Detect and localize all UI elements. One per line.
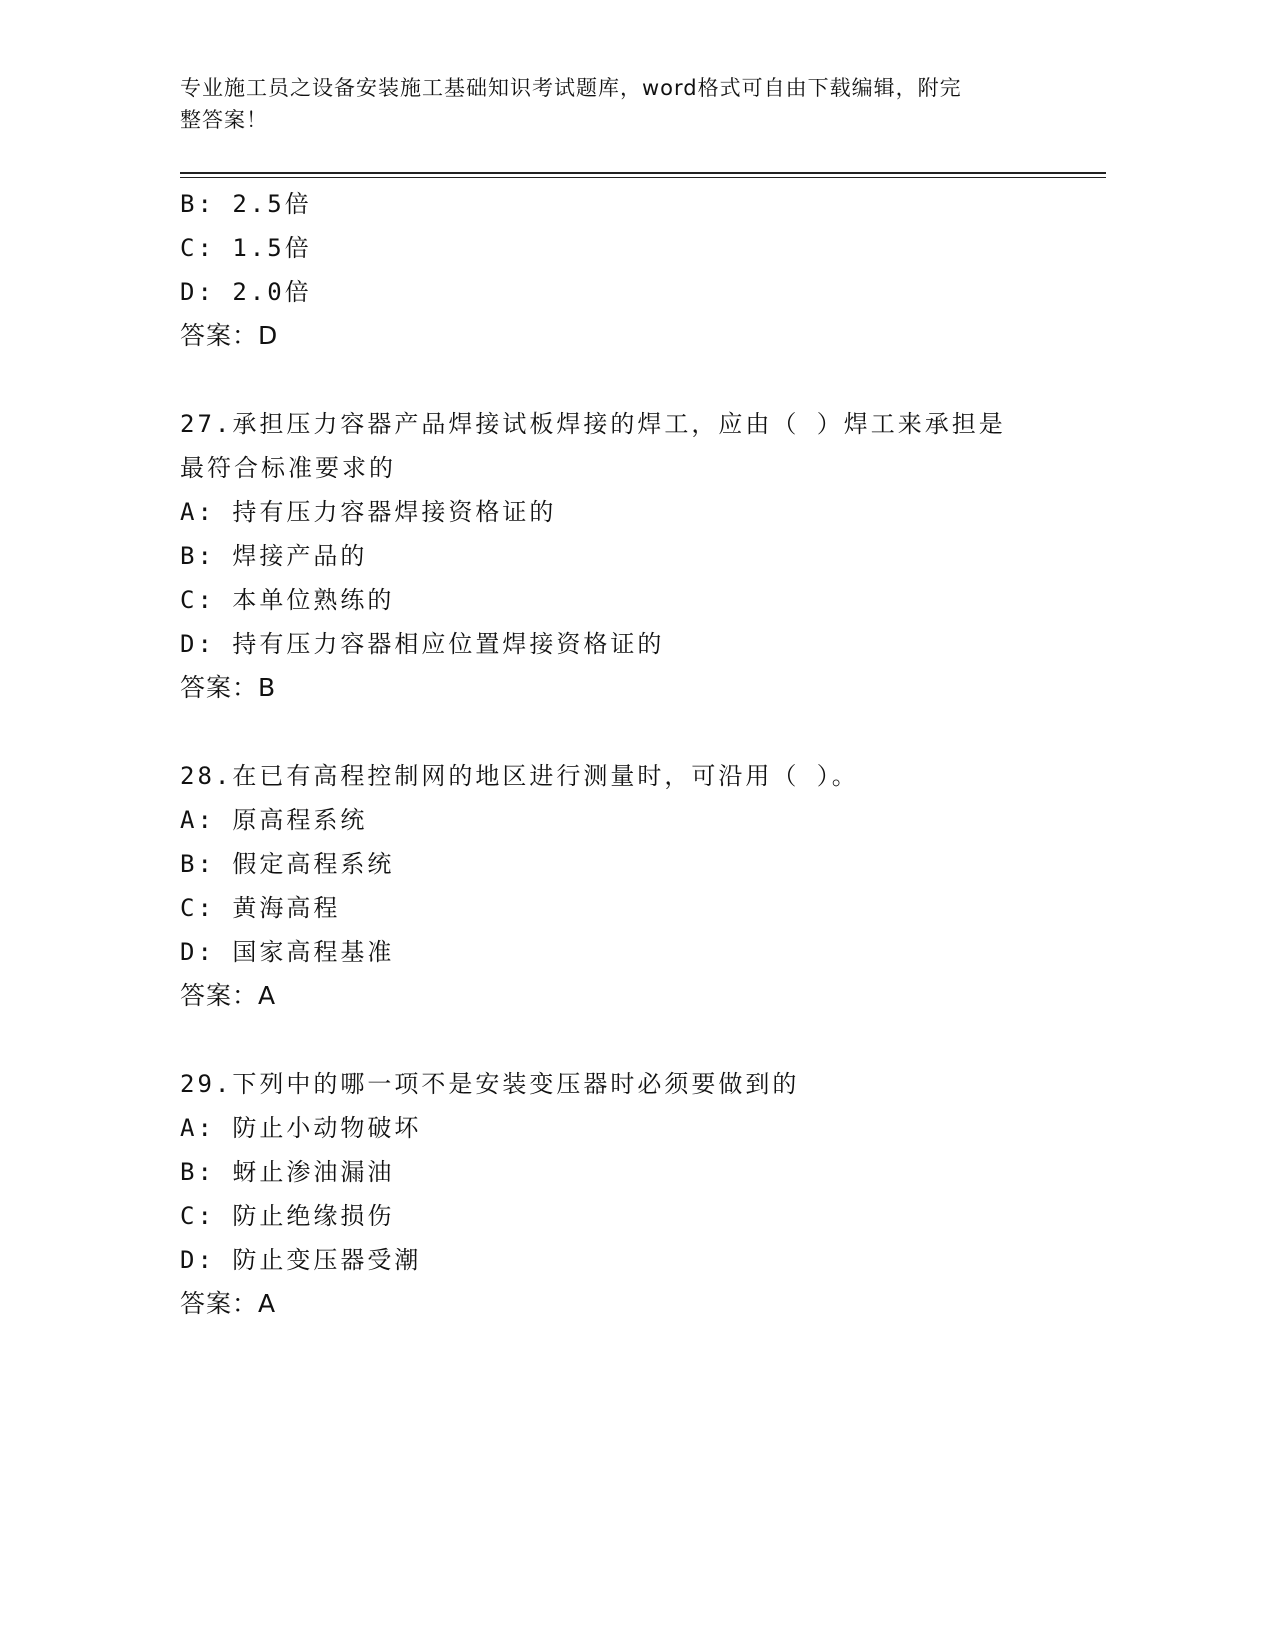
header-rule-thin (180, 177, 1106, 178)
option-d: D: 2.0倍 (180, 278, 312, 306)
answer-line: 答案：D (180, 321, 279, 350)
question-stem-line: 最符合标准要求的 (180, 454, 396, 482)
question-29 (180, 1062, 1080, 1326)
document-header (180, 72, 1060, 136)
answer-line: 答案：A (180, 981, 277, 1010)
option-d: D: 防止变压器受潮 (180, 1246, 422, 1274)
answer-line: 答案：A (180, 1289, 277, 1318)
option-a: A: 防止小动物破坏 (180, 1114, 422, 1142)
header-line-2: 整答案！ (180, 108, 268, 132)
option-d: D: 国家高程基准 (180, 938, 395, 966)
question-stem-line: 27.承担压力容器产品焊接试板焊接的焊工，应由（ ）焊工来承担是 (180, 410, 1006, 438)
question-stem-line: 29.下列中的哪一项不是安装变压器时必须要做到的 (180, 1070, 800, 1098)
option-d: D: 持有压力容器相应位置焊接资格证的 (180, 630, 665, 658)
previous-question-tail (180, 182, 1080, 358)
option-a: A: 持有压力容器焊接资格证的 (180, 498, 557, 526)
question-stem-line: 28.在已有高程控制网的地区进行测量时，可沿用（ ）。 (180, 762, 859, 790)
option-b: B: 焊接产品的 (180, 542, 368, 570)
header-rule-thick (180, 172, 1106, 174)
answer-line: 答案：B (180, 673, 277, 702)
question-28 (180, 754, 1080, 1018)
option-c: C: 防止绝缘损伤 (180, 1202, 395, 1230)
question-list (180, 182, 1080, 1326)
option-b: B: 蚜止渗油漏油 (180, 1158, 395, 1186)
option-a: A: 原高程系统 (180, 806, 368, 834)
question-27 (180, 402, 1080, 710)
option-b: B: 2.5倍 (180, 190, 312, 218)
option-b: B: 假定高程系统 (180, 850, 395, 878)
option-c: C: 黄海高程 (180, 894, 341, 922)
option-c: C: 1.5倍 (180, 234, 312, 262)
option-c: C: 本单位熟练的 (180, 586, 395, 614)
header-line-1: 专业施工员之设备安装施工基础知识考试题库，word格式可自由下载编辑，附完 (180, 76, 962, 100)
